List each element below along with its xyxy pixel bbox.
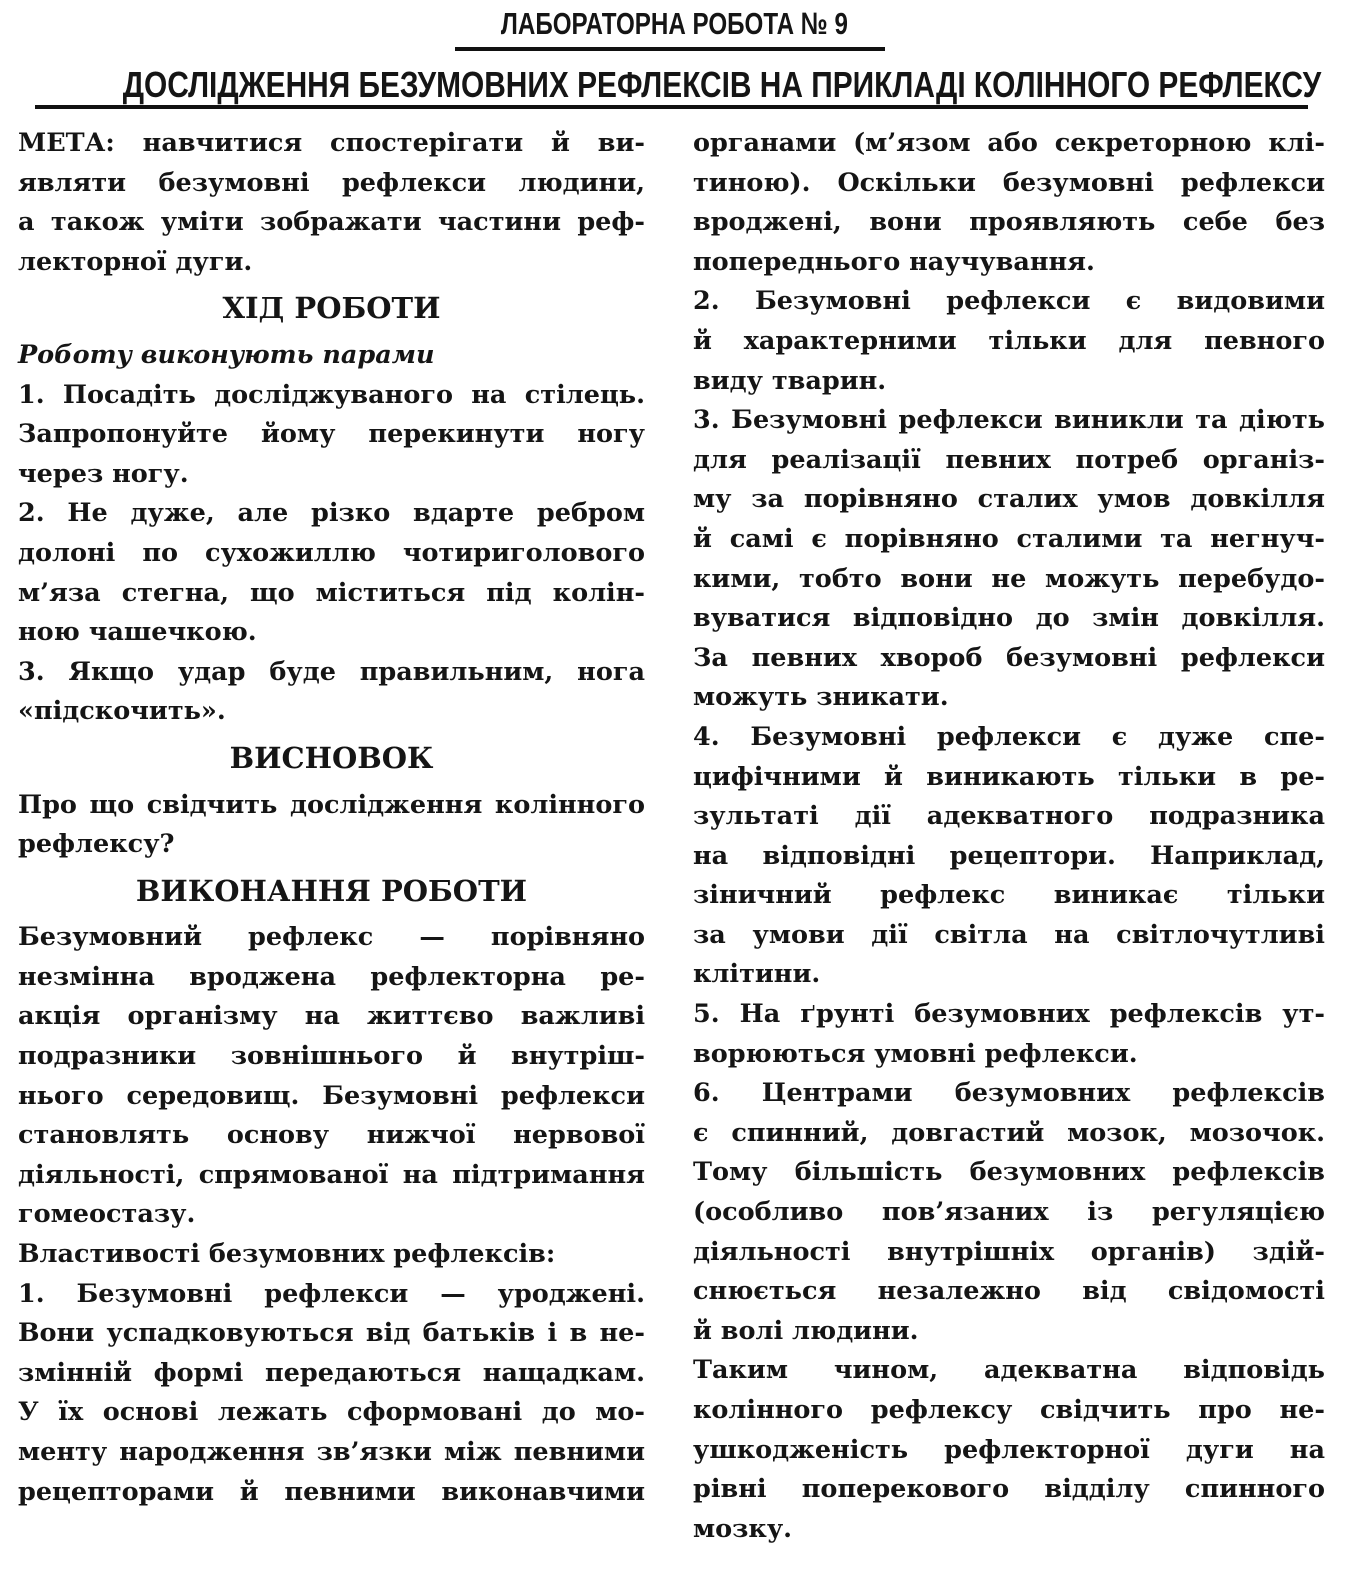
text-line: можуть зникати. [693,682,949,713]
text-line: колінного рефлексу свідчить про не- [693,1395,1325,1425]
text-line: клітини. [693,959,821,990]
text-line: За певних хвороб безумовні рефлекси [693,642,1325,673]
text-line: для реалізації певних потреб організ- [693,444,1325,475]
text-line: акція організму на життєво важливі [18,1001,645,1032]
text-line: кими, тобто вони не можуть перебудо- [693,563,1325,594]
text-line: вроджені, вони проявляють себе без [693,207,1325,238]
paragraph [18,1235,645,1275]
text-line: Безумовний рефлекс — порівняно [18,922,645,953]
left-column [18,124,645,1512]
section-heading [18,289,645,329]
paragraph [18,1275,645,1513]
text-line: Тому більшість безумовних рефлексів [693,1157,1325,1188]
right-column [693,124,1325,1549]
text-line: рефлексу? [18,829,175,860]
text-line: менту народження зв’язки між певними [18,1437,645,1467]
lab-title-text: ЛАБОРАТОРНА РОБОТА № 9 [500,6,848,41]
heading-text: ХІД РОБОТИ [222,291,441,326]
paragraph [18,494,645,652]
heading-text: ВИКОНАННЯ РОБОТИ [135,873,528,908]
text-line: рівні поперекового відділу спинного [693,1474,1325,1505]
lab-title [0,6,1348,42]
text-line: зультаті дії адекватного подразника [693,801,1325,832]
subtitle-underline [35,105,1308,109]
text-line: за умови дії світла на світлочутливі [693,919,1325,950]
lab-subtitle-text: ДОСЛІДЖЕННЯ БЕЗУМОВНИХ РЕФЛЕКСІВ НА ПРИКЛАДІ КОЛІННОГО РЕФЛЕКСУ [122,64,1322,105]
paragraph [693,282,1325,401]
text-line: лекторної дуги. [18,246,253,277]
text-line: й характерними тільки для певного [693,325,1325,356]
text-line: гомеостазу. [18,1199,196,1230]
text-line: рецепторами й певними виконавчими [18,1476,645,1507]
paragraph [693,718,1325,995]
title-underline [455,47,885,51]
paragraph [693,124,1325,282]
text-line: Запропонуйте йому перекинути ногу [18,419,645,450]
text-line: 2. Безумовні рефлекси є видовими [693,286,1325,317]
text-line: незмінна вроджена рефлекторна ре- [18,961,645,992]
text-line: долоні по сухожиллю чотириголового [18,537,645,568]
text-line: му за порівняно сталих умов довкілля [693,484,1325,515]
text-line: тиною). Оскільки безумовні рефлекси [693,167,1325,198]
paragraph [18,653,645,732]
text-line: а також уміти зображати частини реф- [18,207,645,238]
text-line: Таким чином, адекватна відповідь [693,1355,1325,1386]
text-line: подразники зовнішнього й внутріш- [18,1041,645,1072]
text-line: через ногу. [18,458,189,489]
heading-text: ВИСНОВОК [229,740,434,775]
paragraph [693,1074,1325,1351]
text-line: й самі є порівняно сталими та негнуч- [693,523,1325,554]
section-heading [18,872,645,912]
text-line: нього середовищ. Безумовні рефлекси [18,1080,645,1111]
text-line: Властивості безумовних рефлексів: [18,1239,556,1270]
text-line: діяльності внутрішніх органів) здій- [693,1236,1325,1267]
paragraph [693,1351,1325,1549]
text-line: ворюються умовні рефлекси. [693,1038,1138,1069]
text-line: попереднього научування. [693,246,1095,277]
lab-subtitle [0,64,1348,106]
text-line: ушкодженість рефлекторної дуги на [693,1434,1325,1465]
text-line: 2. Не дуже, але різко вдарте ребром [18,498,645,529]
section-heading [18,739,645,779]
paragraph [18,786,645,865]
text-line: 3. Якщо удар буде правильним, нога [18,656,645,687]
paragraph [18,376,645,495]
text-line: виду тварин. [693,365,887,396]
paragraph [18,918,645,1235]
text-line: 4. Безумовні рефлекси є дуже спе- [693,721,1325,752]
text-line: ною чашечкою. [18,617,257,648]
text-line: 1. Безумовні рефлекси — уроджені. [18,1278,645,1309]
text-line: 3. Безумовні рефлекси виникли та діють [693,405,1325,436]
text-line: м’яза стегна, що міститься під колін- [18,577,645,608]
text-line: «підскочить». [18,696,226,727]
text-line: є спинний, довгастий мозок, мозочок. [693,1117,1325,1148]
text-line: Про що свідчить дослідження колінного [18,789,645,820]
text-line: 1. Посадіть досліджуваного на стілець. [18,379,645,410]
text-line: мозку. [693,1513,793,1544]
paragraph [693,401,1325,718]
text-line: вуватися відповідно до змін довкілля. [693,603,1325,634]
text-line: (особливо пов’язаних із регуляцією [693,1197,1325,1228]
text-line: 5. На ґрунті безумовних рефлексів ут- [693,999,1325,1030]
text-line: цифічними й виникають тільки в ре- [693,761,1325,792]
text-line: У їх основі лежать сформовані до мо- [18,1397,645,1428]
text-line: МЕТА: навчитися спостерігати й ви- [18,128,645,158]
text-line: зіничний рефлекс виникає тільки [693,880,1325,911]
text-line: на відповідні рецептори. Наприклад, [693,840,1325,871]
text-line: снюється незалежно від свідомості [693,1276,1325,1307]
text-line: 6. Центрами безумовних рефлексів [693,1078,1325,1109]
text-line: являти безумовні рефлекси людини, [18,167,645,198]
text-line: органами (м’язом або секреторною клі- [693,128,1325,158]
text-line: й волі людини. [693,1315,919,1346]
text-line: становлять основу нижчої нервової [18,1120,645,1151]
text-line: Вони успадковуються від батьків і в не- [18,1318,645,1349]
text-line: діяльності, спрямованої на підтримання [18,1159,645,1190]
paragraph [18,124,645,282]
text-line: Роботу виконують парами [18,339,435,370]
instruction-note [18,336,645,376]
paragraph [693,995,1325,1074]
text-line: змінній формі передаються нащадкам. [18,1357,645,1388]
